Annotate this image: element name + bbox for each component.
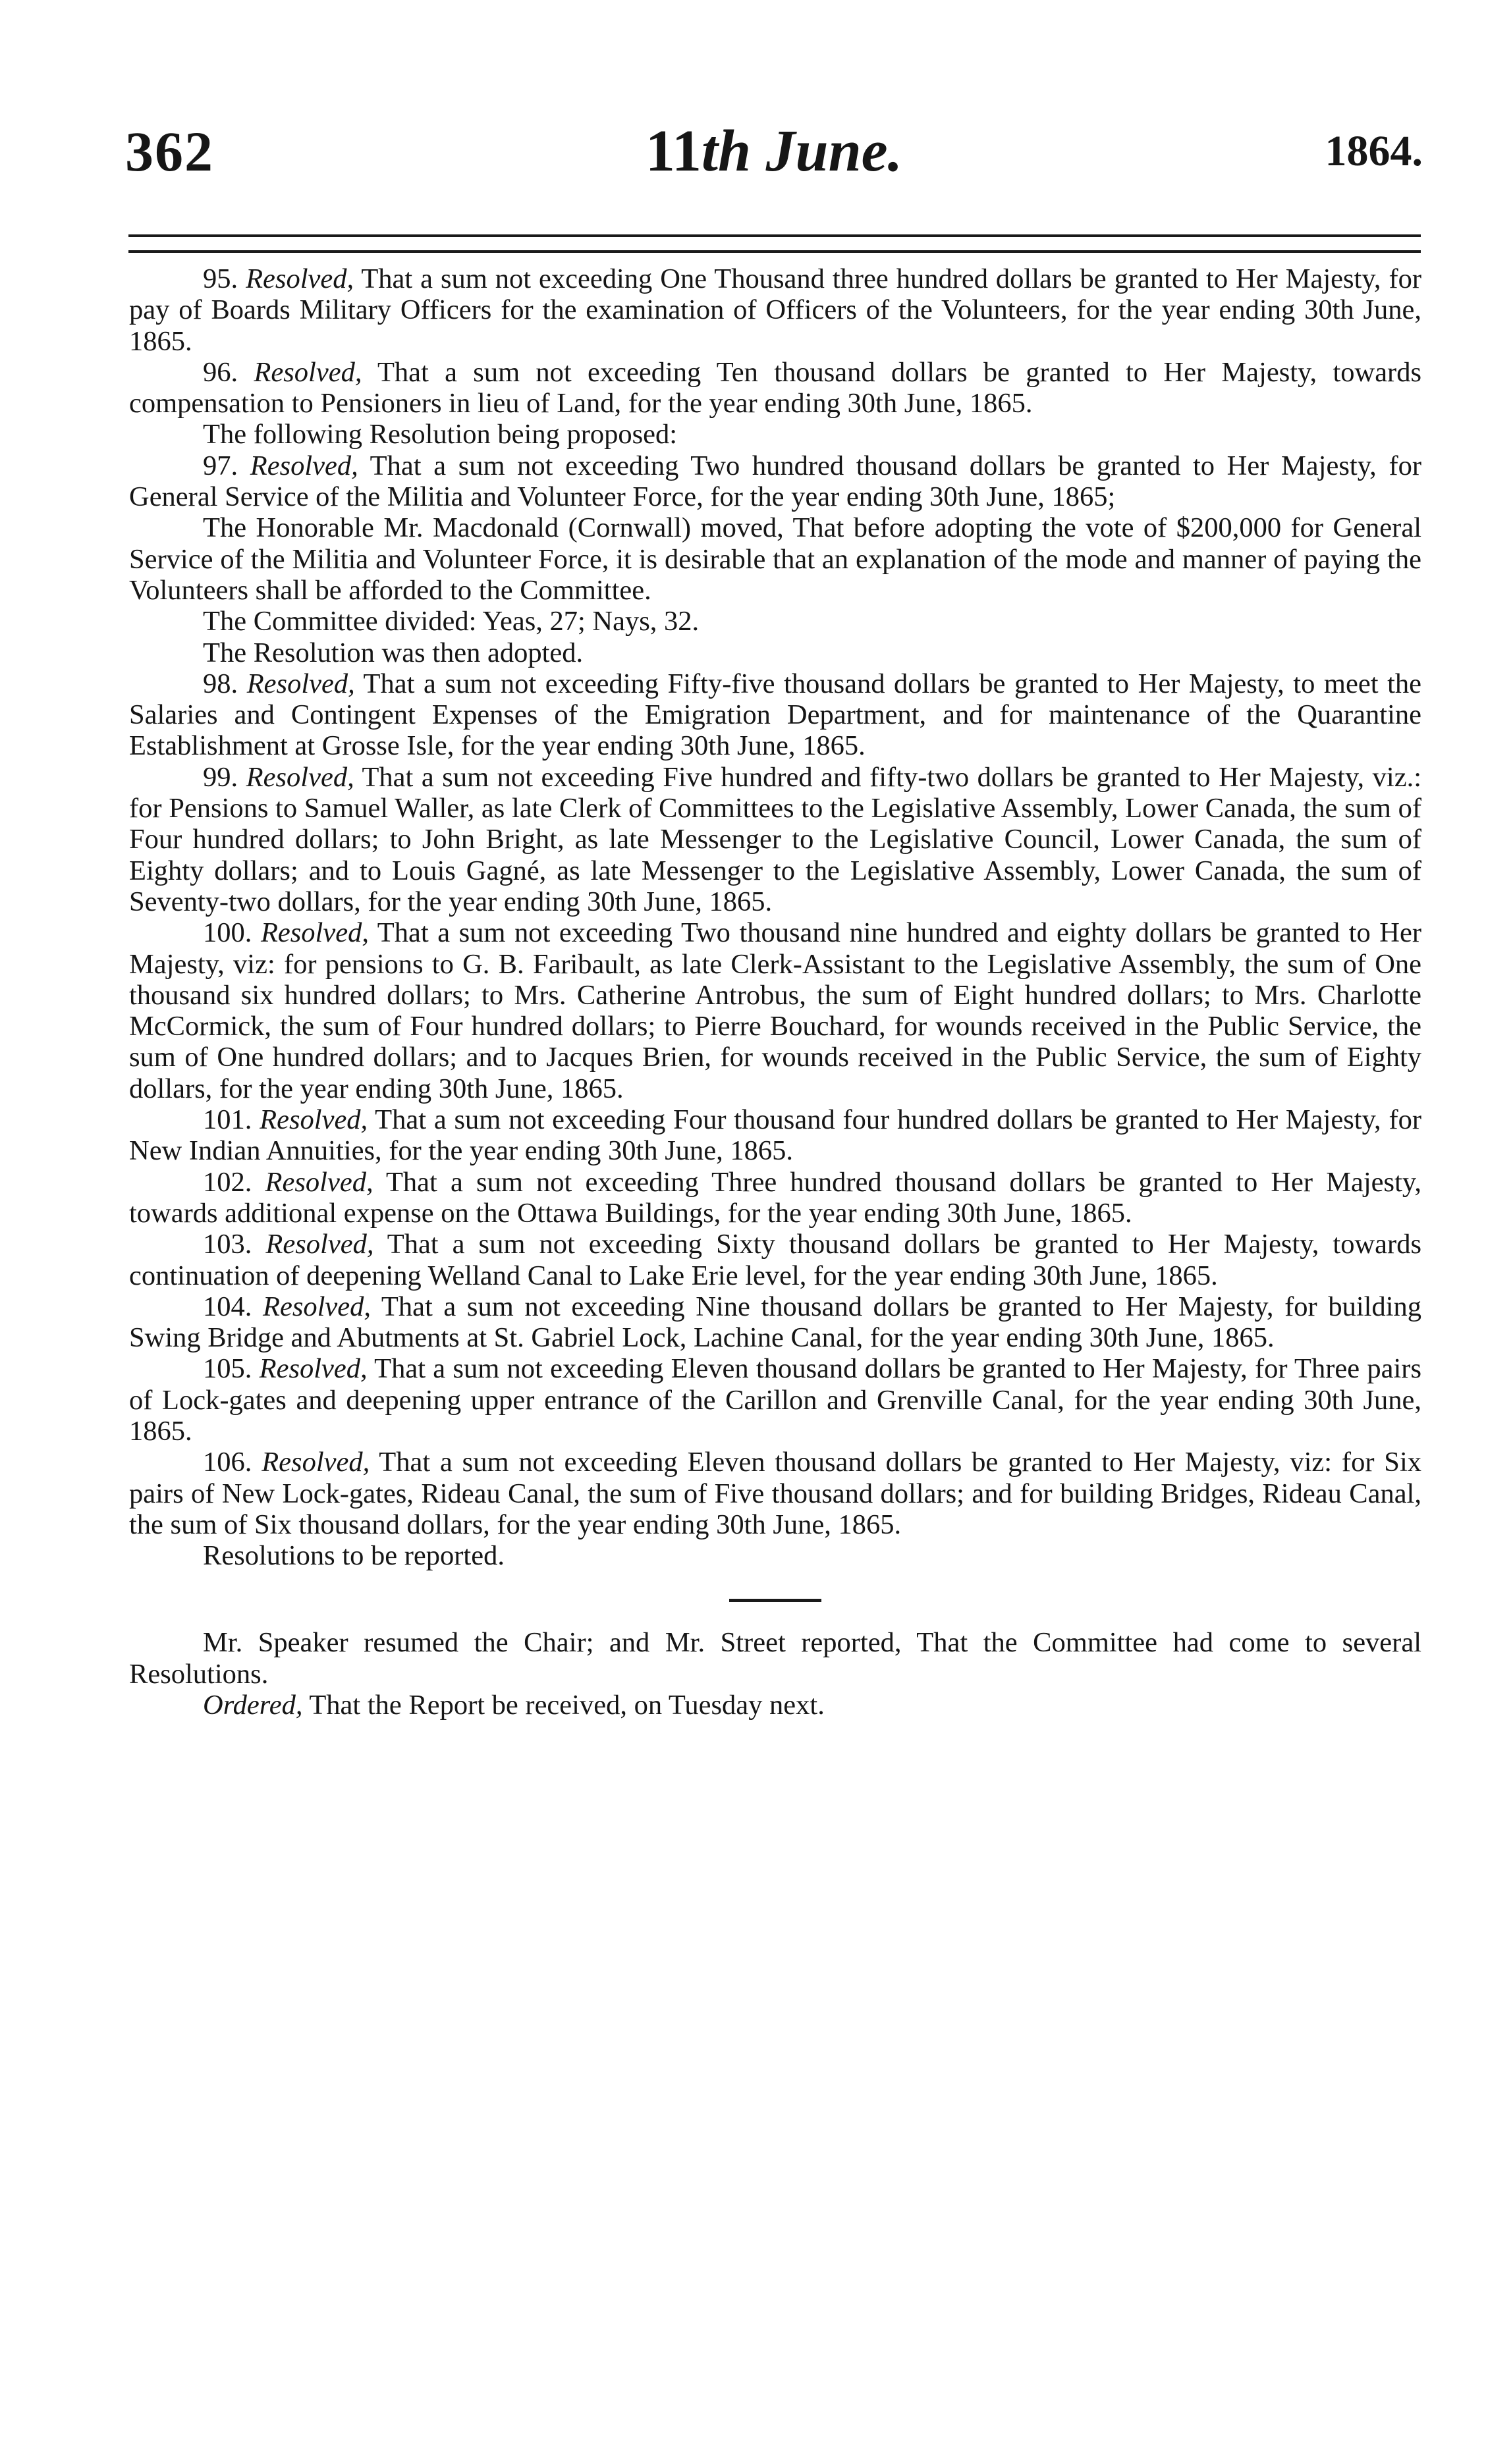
paragraph-text: That a sum not exceeding Two hundred thousand dollars be granted to Her Majesty, for General Service of the Militia and Volunteer Force, for the year ending 30th June, 1865; bbox=[129, 450, 1421, 513]
paragraph bbox=[129, 357, 1421, 419]
paragraph bbox=[129, 606, 1421, 637]
resolved-label: Resolved, bbox=[246, 263, 354, 294]
paragraph-text: Resolutions to be reported. bbox=[203, 1540, 505, 1572]
document-body bbox=[129, 263, 1421, 1721]
paragraph-text: That a sum not exceeding Fifty-five thousand dollars be granted to Her Majesty, to meet the Salaries and Contingent Expenses of the Emigration Department, and for maintenance of the Quarantine Establishment at Grosse Isle, for the year ending 30th June, 1865. bbox=[129, 668, 1421, 762]
resolution-number: 105. bbox=[203, 1353, 260, 1385]
resolution-number: 106. bbox=[203, 1447, 262, 1478]
paragraph bbox=[129, 1104, 1421, 1167]
resolved-label: Resolved, bbox=[265, 1166, 373, 1198]
paragraph-text: That a sum not exceeding Four thousand four hundred dollars be granted to Her Majesty, for New Indian Annuities, for the year ending 30th June, 1865. bbox=[129, 1104, 1421, 1167]
paragraph-text: The Honorable Mr. Macdonald (Cornwall) moved, That before adopting the vote of $200,000 for General Service of the Militia and Volunteer Force, it is desirable that an explanation of the mode and manner of paying the Volunteers shall be afforded to the Committee. bbox=[129, 512, 1421, 606]
resolved-label: Resolved, bbox=[259, 1353, 368, 1385]
ordered-paragraph bbox=[129, 1690, 1421, 1721]
paragraph-text: The following Resolution being proposed: bbox=[203, 419, 678, 450]
paragraph bbox=[129, 419, 1421, 450]
resolved-label: Resolved, bbox=[254, 356, 362, 388]
paragraph bbox=[129, 762, 1421, 917]
paragraph-text: That a sum not exceeding Eleven thousand dollars be granted to Her Majesty, for Three pairs of Lock-gates and deepening upper entrance of the Carillon and Grenville Canal, for the year ending 30th June, 1865. bbox=[129, 1353, 1421, 1447]
paragraph bbox=[129, 1167, 1421, 1229]
paragraph-text: The Committee divided: Yeas, 27; Nays, 32. bbox=[203, 606, 700, 637]
date-day: 11 bbox=[645, 119, 702, 184]
resolution-number: 97. bbox=[203, 450, 250, 481]
resolution-number: 98. bbox=[203, 668, 247, 699]
paragraph bbox=[129, 263, 1421, 357]
paragraph bbox=[129, 637, 1421, 668]
paragraph-text: That a sum not exceeding Sixty thousand dollars be granted to Her Majesty, towards continuation of deepening Welland Canal to Lake Erie level, for the year ending 30th June, 1865. bbox=[129, 1229, 1421, 1291]
resolution-number: 103. bbox=[203, 1229, 266, 1260]
paragraph bbox=[129, 1291, 1421, 1354]
section-separator bbox=[729, 1599, 821, 1602]
running-head-date bbox=[125, 112, 1423, 191]
paragraph bbox=[129, 1353, 1421, 1447]
paragraph-text: That a sum not exceeding One Thousand three hundred dollars be granted to Her Majesty, for pay of Boards Military Officers for the examination of Officers of the Volunteers, for the year ending 30th June, 1865. bbox=[129, 263, 1422, 357]
paragraph bbox=[129, 1540, 1421, 1571]
paragraph bbox=[129, 917, 1421, 1104]
speaker-paragraph: Mr. Speaker resumed the Chair; and Mr. Street reported, That the Committee had come to several Resolutions. bbox=[129, 1627, 1421, 1690]
paragraph-text: That a sum not exceeding Two thousand nine hundred and eighty dollars be granted to Her Majesty, viz: for pensions to G. B. Faribault, as late Clerk-Assistant to the Legislative Assembly, the sum of One thousand six hundred dollars; to Mrs. Catherine Antrobus, the sum of Eight hundred dollars; to Mrs. Charlotte McCormick, the sum of Four hundred dollars; to Pierre Bouchard, for wounds received in the Public Service, the sum of One hundred dollars; and to Jacques Brien, for wounds received in the Public Service, the sum of Eighty dollars, for the year ending 30th June, 1865. bbox=[129, 917, 1421, 1104]
paragraph bbox=[129, 450, 1421, 513]
header-double-rule bbox=[128, 234, 1421, 253]
resolution-number: 95. bbox=[203, 263, 246, 294]
paragraph bbox=[129, 668, 1421, 762]
resolution-number: 100. bbox=[203, 917, 261, 949]
paragraph bbox=[129, 512, 1421, 606]
resolution-number: 102. bbox=[203, 1166, 265, 1198]
resolved-label: Resolved, bbox=[250, 450, 358, 481]
page-header bbox=[125, 112, 1423, 191]
paragraph bbox=[129, 1229, 1421, 1291]
resolved-label: Resolved, bbox=[261, 1447, 370, 1478]
resolved-label: Resolved, bbox=[260, 917, 369, 949]
ordered-label: Ordered, bbox=[203, 1690, 303, 1721]
resolution-number: 104. bbox=[203, 1291, 263, 1322]
resolution-number: 101. bbox=[203, 1104, 260, 1136]
page-year: 1864. bbox=[1325, 127, 1423, 175]
paragraph-text: That a sum not exceeding Five hundred and fifty-two dollars be granted to Her Majesty, viz.: for Pensions to Samuel Waller, as late Clerk of Committees to the Legislative Assembly, Lower Canada, the sum of Four hundred dollars; to John Bright, as late Messenger to the Legislative Council, Lower Canada, the sum of Eighty dollars; and to Louis Gagné, as late Messenger to the Legislative Assembly, Lower Canada, the sum of Seventy-two dollars, for the year ending 30th June, 1865. bbox=[129, 761, 1422, 917]
resolutions-list bbox=[129, 263, 1421, 1571]
resolved-label: Resolved, bbox=[246, 668, 355, 699]
paragraph-text: That a sum not exceeding Eleven thousand dollars be granted to Her Majesty, viz: for Six pairs of New Lock-gates, Rideau Canal, the sum of Five thousand dollars; and for building Bridges, Rideau Canal, the sum of Six thousand dollars, for the year ending 30th June, 1865. bbox=[129, 1447, 1422, 1540]
paragraph-text: That a sum not exceeding Ten thousand dollars be granted to Her Majesty, towards compensation to Pensioners in lieu of Land, for the year ending 30th June, 1865. bbox=[129, 356, 1422, 419]
resolved-label: Resolved, bbox=[265, 1229, 374, 1260]
paragraph-text: That a sum not exceeding Three hundred thousand dollars be granted to Her Majesty, towards additional expense on the Ottawa Buildings, for the year ending 30th June, 1865. bbox=[129, 1166, 1422, 1229]
resolution-number: 96. bbox=[203, 356, 254, 388]
resolved-label: Resolved, bbox=[263, 1291, 372, 1322]
paragraph-text: That a sum not exceeding Nine thousand dollars be granted to Her Majesty, for building Swing Bridge and Abutments at St. Gabriel Lock, Lachine Canal, for the year ending 30th June, 1865. bbox=[129, 1291, 1421, 1354]
resolved-label: Resolved, bbox=[246, 761, 354, 793]
paragraph bbox=[129, 1447, 1421, 1540]
resolved-label: Resolved, bbox=[260, 1104, 368, 1136]
paragraph-text: The Resolution was then adopted. bbox=[203, 637, 584, 668]
resolution-number: 99. bbox=[203, 761, 246, 793]
page-number: 362 bbox=[125, 120, 214, 183]
date-month: th June. bbox=[701, 119, 903, 184]
ordered-text: That the Report be received, on Tuesday next. bbox=[302, 1690, 825, 1721]
